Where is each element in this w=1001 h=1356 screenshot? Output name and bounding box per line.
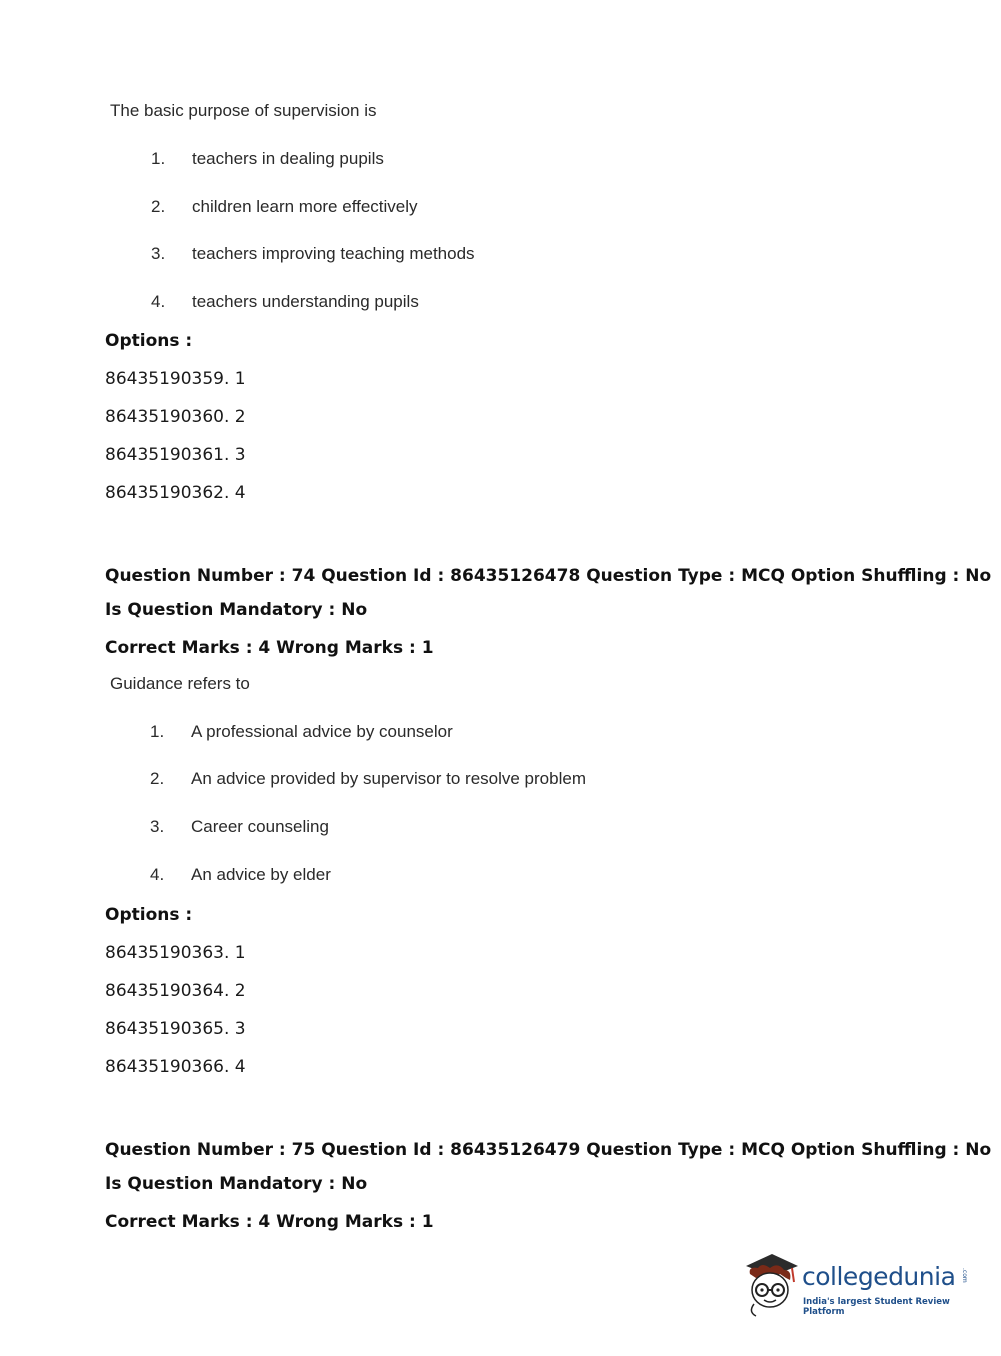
q74-item-text-1: A professional advice by counselor — [191, 722, 453, 741]
q74-marks: Correct Marks : 4 Wrong Marks : 1 — [105, 638, 434, 658]
logo-tagline: India's largest Student Review Platform — [803, 1297, 950, 1317]
q75-meta-line-2: Is Question Mandatory : No — [105, 1174, 368, 1194]
q73-item-number-3: 3. — [151, 244, 166, 263]
q73-item-text-1: teachers in dealing pupils — [192, 149, 384, 168]
q73-options-heading: Options : — [105, 331, 193, 351]
q74-meta-line-2: Is Question Mandatory : No — [105, 600, 368, 620]
q74-item-number-1: 1. — [150, 722, 165, 741]
q74-item-number-4: 4. — [150, 865, 165, 884]
logo-wordmark: collegedunia — [802, 1262, 956, 1291]
q74-option-2: 86435190364. 2 — [105, 981, 246, 1001]
q74-options-heading: Options : — [105, 905, 193, 925]
q73-item-text-2: children learn more effectively — [192, 197, 418, 216]
q73-item-number-4: 4. — [151, 292, 166, 311]
q73-item-text-3: teachers improving teaching methods — [192, 244, 475, 263]
q74-option-3: 86435190365. 3 — [105, 1019, 246, 1039]
q73-option-2: 86435190360. 2 — [105, 407, 246, 427]
collegedunia-logo — [740, 1248, 970, 1320]
q74-option-4: 86435190366. 4 — [105, 1057, 246, 1077]
q73-item-text-4: teachers understanding pupils — [192, 292, 419, 311]
q73-item-number-1: 1. — [151, 149, 166, 168]
question-74-stem: Guidance refers to — [110, 674, 250, 693]
q73-option-1: 86435190359. 1 — [105, 369, 246, 389]
q73-item-number-2: 2. — [151, 197, 166, 216]
q73-option-3: 86435190361. 3 — [105, 445, 246, 465]
question-73-stem: The basic purpose of supervision is — [110, 101, 377, 120]
q75-meta-line-1: Question Number : 75 Question Id : 86435126479 Question Type : MCQ Option Shuffling : No — [105, 1140, 992, 1160]
q74-meta-line-1: Question Number : 74 Question Id : 86435126478 Question Type : MCQ Option Shuffling : No — [105, 566, 992, 586]
q73-option-4: 86435190362. 4 — [105, 483, 246, 503]
q75-marks: Correct Marks : 4 Wrong Marks : 1 — [105, 1212, 434, 1232]
q74-item-text-2: An advice provided by supervisor to resolve problem — [191, 769, 586, 788]
logo-domain-suffix: .com — [961, 1268, 968, 1283]
q74-item-text-4: An advice by elder — [191, 865, 331, 884]
q74-item-text-3: Career counseling — [191, 817, 329, 836]
mascot-icon — [740, 1248, 802, 1320]
q74-item-number-2: 2. — [150, 769, 165, 788]
q74-item-number-3: 3. — [150, 817, 165, 836]
q74-option-1: 86435190363. 1 — [105, 943, 246, 963]
